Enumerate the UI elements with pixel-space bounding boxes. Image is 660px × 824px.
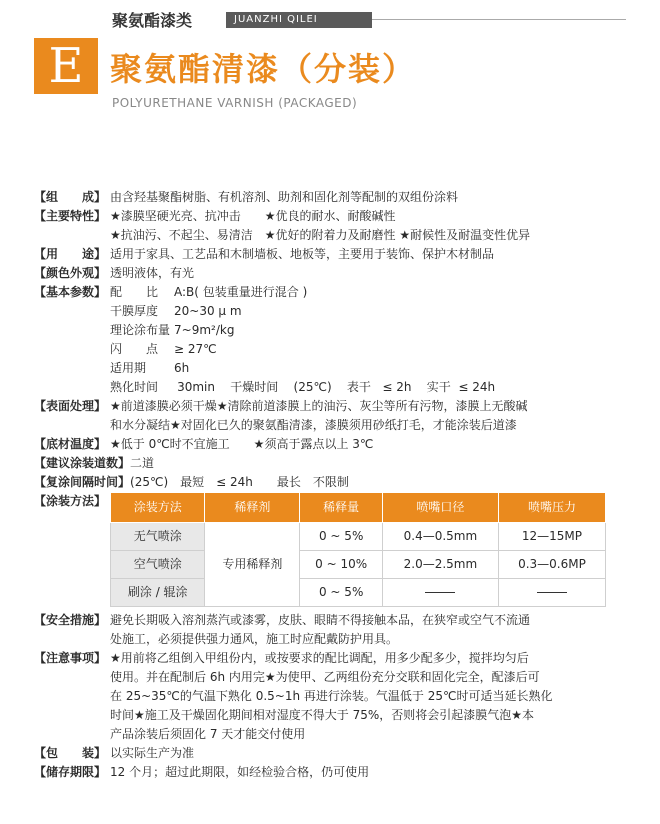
- substrate-text: ★低于 0℃时不宜施工 ★须高于露点以上 3℃: [110, 437, 374, 451]
- features-label: 【主要特性】: [34, 209, 107, 223]
- section-letter-badge: E: [34, 38, 98, 94]
- usage-label: 【用 途】: [34, 247, 107, 261]
- method-cell: 无气喷涂: [111, 523, 205, 551]
- recoat-label: 【复涂间隔时间】: [34, 475, 131, 489]
- film-value: 20~30 μ m: [174, 304, 242, 318]
- packing-label: 【包 装】: [34, 746, 107, 760]
- notes-row: [34, 649, 634, 668]
- notes-line-3: 在 25~35℃的气温下熟化 0.5~1h 再进行涂装。气温低于 25℃时可适当延长熟化: [110, 689, 553, 703]
- notes-line-5: 产品涂装后须固化 7 天才能交付使用: [110, 727, 306, 741]
- flash-row: [34, 340, 634, 359]
- table-row: [111, 523, 606, 551]
- pressure-cell: [498, 579, 605, 607]
- ratio-cell: 0 ~ 10%: [300, 551, 382, 579]
- table-row: [111, 579, 606, 607]
- params-row: [34, 283, 634, 302]
- hard-dry-key: 实干: [426, 380, 451, 394]
- pressure-cell: 0.3—0.6MP: [498, 551, 605, 579]
- flash-value: ≥ 27℃: [174, 342, 217, 356]
- hard-dry-value: ≤ 24h: [458, 380, 496, 394]
- film-key: 干膜厚度: [110, 304, 159, 318]
- category-title: 聚氨酯漆类: [112, 11, 193, 30]
- storage-text: 12 个月；超过此期限，如经检验合格，仍可使用: [110, 765, 370, 779]
- surface-line-1: ★前道漆膜必须干燥★清除前道漆膜上的油污、灰尘等所有污物，漆膜上无酸碱: [110, 399, 528, 413]
- pot-key: 适用期: [110, 361, 147, 375]
- features-line-2: ★抗油污、不起尘、易清洁 ★优好的附着力及耐磨性 ★耐候性及耐温变性优异: [110, 228, 531, 242]
- recoat-text: (25℃) 最短 ≤ 24h 最长 不限制: [130, 475, 349, 489]
- pot-value: 6h: [174, 361, 190, 375]
- coverage-value: 7~9m²/kg: [174, 323, 235, 337]
- features-row: [34, 207, 634, 226]
- col-pressure: 喷嘴压力: [498, 493, 605, 523]
- pot-row: [34, 359, 634, 378]
- ratio-key: 配 比: [110, 285, 159, 299]
- dash-mark: [537, 592, 567, 593]
- notes-label: 【注意事项】: [34, 651, 107, 665]
- substrate-label: 【底材温度】: [34, 437, 107, 451]
- coverage-key: 理论涂布量: [110, 323, 171, 337]
- spray-table-header: [111, 493, 606, 523]
- safety-row: [34, 611, 634, 630]
- spec-content: [34, 188, 634, 782]
- product-subtitle: POLYURETHANE VARNISH (PACKAGED): [112, 96, 358, 110]
- safety-label: 【安全措施】: [34, 613, 107, 627]
- spray-table: [110, 492, 606, 607]
- composition-row: [34, 188, 634, 207]
- dry-key: 干燥时间: [230, 380, 279, 394]
- composition-text: 由含羟基聚酯树脂、有机溶剂、助剂和固化剂等配制的双组份涂料: [110, 190, 459, 204]
- col-method: 涂装方法: [111, 493, 205, 523]
- product-title: 聚氨酯清漆（分装）: [110, 50, 417, 88]
- coats-row: [34, 454, 634, 473]
- col-ratio: 稀释量: [300, 493, 382, 523]
- method-cell: 空气喷涂: [111, 551, 205, 579]
- thinner-cell: 专用稀释剂: [205, 523, 300, 607]
- ratio-cell: 0 ~ 5%: [300, 579, 382, 607]
- storage-label: 【储存期限】: [34, 765, 107, 779]
- coverage-row: [34, 321, 634, 340]
- params-label: 【基本参数】: [34, 285, 107, 299]
- method-label: 【涂装方法】: [34, 494, 107, 508]
- surface-dry-value: ≤ 2h: [382, 380, 412, 394]
- surface-line-2: 和水分凝结★对固化已久的聚氨酯清漆，漆膜须用砂纸打毛，才能涂装后道漆: [110, 418, 517, 432]
- packing-text: 以实际生产为准: [110, 746, 195, 760]
- ratio-cell: 0 ~ 5%: [300, 523, 382, 551]
- packing-row: [34, 744, 634, 763]
- surface-dry-key: 表干: [346, 380, 371, 394]
- category-pinyin-tag: JUANZHI QILEI: [226, 12, 372, 28]
- notes-line-1: ★用前将乙组倒入甲组份内，或按要求的配比调配，用多少配多少，搅拌均匀后: [110, 651, 529, 665]
- dry-temp: (25℃): [293, 380, 332, 394]
- usage-row: [34, 245, 634, 264]
- appearance-label: 【颜色外观】: [34, 266, 107, 280]
- film-row: [34, 302, 634, 321]
- coats-label: 【建议涂装道数】: [34, 456, 131, 470]
- appearance-row: [34, 264, 634, 283]
- appearance-text: 透明液体，有光: [110, 266, 195, 280]
- flash-key: 闪 点: [110, 342, 159, 356]
- features-line-1: ★漆膜坚硬光亮、抗冲击 ★优良的耐水、耐酸碱性: [110, 209, 396, 223]
- nozzle-cell: 0.4—0.5mm: [382, 523, 498, 551]
- recoat-row: [34, 473, 634, 492]
- col-nozzle: 喷嘴口径: [382, 493, 498, 523]
- coats-text: 二道: [130, 456, 155, 470]
- composition-label: 【组 成】: [34, 190, 107, 204]
- usage-text: 适用于家具、工艺品和木制墙板、地板等，主要用于装饰、保护木材制品: [110, 247, 495, 261]
- cure-row: [34, 378, 634, 397]
- dash-mark: [425, 592, 455, 593]
- surface-label: 【表面处理】: [34, 399, 107, 413]
- notes-line-2: 使用。并在配制后 6h 内用完★为使甲、乙两组份充分交联和固化完全，配漆后可: [110, 670, 540, 684]
- col-thinner: 稀释剂: [205, 493, 300, 523]
- pressure-cell: 12—15MP: [498, 523, 605, 551]
- nozzle-cell: [382, 579, 498, 607]
- ratio-value: A:B( 包装重量进行混合 ): [174, 285, 308, 299]
- method-cell: 刷涂 / 辊涂: [111, 579, 205, 607]
- table-row: [111, 551, 606, 579]
- header-divider: [372, 19, 626, 20]
- cure-value: 30min: [177, 380, 215, 394]
- notes-line-4: 时间★施工及干燥固化期间相对湿度不得大于 75%，否则将会引起漆膜气泡★本: [110, 708, 535, 722]
- storage-row: [34, 763, 634, 782]
- substrate-row: [34, 435, 634, 454]
- nozzle-cell: 2.0—2.5mm: [382, 551, 498, 579]
- surface-row: [34, 397, 634, 416]
- cure-key: 熟化时间: [110, 380, 159, 394]
- safety-line-2: 处施工，必须提供强力通风，施工时应配戴防护用具。: [110, 632, 399, 646]
- safety-line-1: 避免长期吸入溶剂蒸汽或漆雾，皮肤、眼睛不得接触本品，在狭窄或空气不流通: [110, 613, 531, 627]
